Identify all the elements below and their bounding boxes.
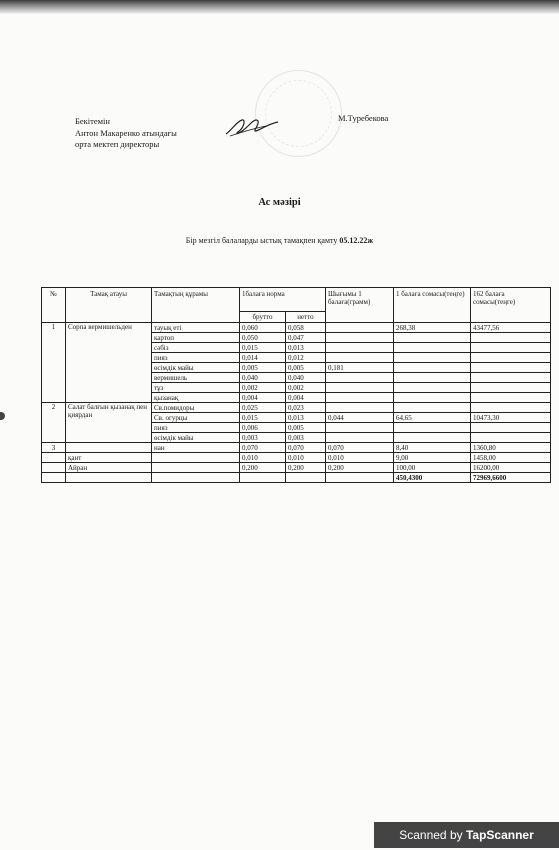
cell-netto: 0,013 [286, 413, 326, 423]
cell-brutto: 0,040 [240, 373, 286, 383]
menu-table [41, 287, 551, 483]
total-empty-cell [240, 473, 286, 483]
header-num: № [42, 288, 66, 323]
scanner-watermark [374, 822, 559, 848]
cell-netto: 0,002 [286, 383, 326, 393]
table-row [42, 323, 551, 333]
cell-brutto: 0,060 [240, 323, 286, 333]
cell-price1: 268,38 [394, 323, 471, 333]
cell-price1: 64,65 [394, 413, 471, 423]
document-subtitle [0, 236, 559, 245]
header-price162: 162 балаға сомасы(теңге) [471, 288, 551, 323]
cell-ingredient: тұз [152, 383, 240, 393]
cell-price1 [394, 373, 471, 383]
cell-num [42, 453, 66, 463]
cell-ingredient: нан [152, 443, 240, 453]
cell-brutto: 0,014 [240, 353, 286, 363]
scan-edge-shadow [0, 0, 559, 14]
cell-price162: 1458,00 [471, 453, 551, 463]
cell-price162: 43477,56 [471, 323, 551, 333]
cell-price162 [471, 423, 551, 433]
cell-netto: 0,012 [286, 353, 326, 363]
cell-netto: 0,070 [286, 443, 326, 453]
cell-brutto: 0,003 [240, 433, 286, 443]
cell-yield [326, 343, 394, 353]
cell-brutto: 0,004 [240, 393, 286, 403]
cell-netto: 0,047 [286, 333, 326, 343]
cell-num: 1 [42, 323, 66, 403]
total-empty-cell [42, 473, 66, 483]
cell-price162: 1360,80 [471, 443, 551, 453]
table-total-row [42, 473, 551, 483]
cell-yield: 0,010 [326, 453, 394, 463]
table-row [42, 443, 551, 453]
cell-brutto: 0,006 [240, 423, 286, 433]
cell-price1 [394, 403, 471, 413]
scan-edge-mark [0, 412, 5, 420]
cell-yield [326, 433, 394, 443]
cell-ingredient: вермишель [152, 373, 240, 383]
approval-block [75, 116, 177, 151]
cell-brutto: 0,010 [240, 453, 286, 463]
header-netto: нетто [286, 312, 326, 323]
header-brutto: брутто [240, 312, 286, 323]
total-price162: 72969,6600 [471, 473, 551, 483]
header-price1: 1 балаға сомасы(теңге) [394, 288, 471, 323]
cell-price1: 9,00 [394, 453, 471, 463]
cell-price162 [471, 333, 551, 343]
cell-price1 [394, 353, 471, 363]
cell-ingredient: Св. огурцы [152, 413, 240, 423]
cell-brutto: 0,005 [240, 363, 286, 373]
cell-price1 [394, 343, 471, 353]
total-empty-cell [66, 473, 152, 483]
cell-ingredient: пияз [152, 423, 240, 433]
cell-yield [326, 323, 394, 333]
cell-netto: 0,003 [286, 433, 326, 443]
cell-yield: 0,044 [326, 413, 394, 423]
total-empty-cell [152, 473, 240, 483]
cell-netto: 0,058 [286, 323, 326, 333]
cell-brutto: 0,070 [240, 443, 286, 453]
cell-ingredient: өсімдік майы [152, 433, 240, 443]
table-row [42, 403, 551, 413]
cell-price162: 16200,00 [471, 463, 551, 473]
cell-ingredient: тауық еті [152, 323, 240, 333]
cell-brutto: 0,015 [240, 413, 286, 423]
table-row [42, 453, 551, 463]
cell-ingredient: пияз [152, 353, 240, 363]
cell-price162 [471, 363, 551, 373]
cell-num: 3 [42, 443, 66, 453]
cell-yield [326, 373, 394, 383]
cell-netto: 0,005 [286, 423, 326, 433]
cell-price162 [471, 373, 551, 383]
approval-line-1: Бекітемін [75, 116, 110, 126]
cell-yield [326, 423, 394, 433]
cell-yield [326, 333, 394, 343]
header-composition: Тамақтың құрамы [152, 288, 240, 323]
cell-name: Айран [66, 463, 152, 473]
cell-price162 [471, 383, 551, 393]
cell-brutto: 0,050 [240, 333, 286, 343]
cell-price1: 8,40 [394, 443, 471, 453]
cell-name [66, 443, 152, 453]
cell-ingredient: Св.помидоры [152, 403, 240, 413]
cell-brutto: 0,002 [240, 383, 286, 393]
cell-price162 [471, 353, 551, 363]
cell-num [42, 463, 66, 473]
cell-yield [326, 383, 394, 393]
cell-price1 [394, 433, 471, 443]
header-name: Тамақ атауы [66, 288, 152, 323]
total-empty-cell [286, 473, 326, 483]
total-price1: 450,4300 [394, 473, 471, 483]
cell-price1 [394, 333, 471, 343]
approval-line-3: орта мектеп директоры [75, 139, 160, 149]
cell-yield: 0,070 [326, 443, 394, 453]
cell-netto: 0,040 [286, 373, 326, 383]
scanner-brand: TapScanner [465, 828, 534, 842]
cell-price1: 100,00 [394, 463, 471, 473]
cell-price1 [394, 423, 471, 433]
cell-price162 [471, 393, 551, 403]
signature [222, 112, 282, 140]
cell-price162 [471, 403, 551, 413]
cell-netto: 0,013 [286, 343, 326, 353]
cell-ingredient: өсімдік майы [152, 363, 240, 373]
cell-ingredient [152, 463, 240, 473]
cell-price162 [471, 343, 551, 353]
cell-netto: 0,004 [286, 393, 326, 403]
cell-netto: 0,010 [286, 453, 326, 463]
cell-ingredient: сәбіз [152, 343, 240, 353]
cell-price1 [394, 363, 471, 373]
table-header-row [42, 288, 551, 312]
header-yield: Шығымы 1 балаға(грамм) [326, 288, 394, 323]
scanner-prefix: Scanned by [399, 828, 466, 842]
cell-num: 2 [42, 403, 66, 443]
header-norm: 1балаға норма [240, 288, 326, 312]
cell-netto: 0,005 [286, 363, 326, 373]
cell-ingredient: картоп [152, 333, 240, 343]
cell-name: Сорпа вермишельден [66, 323, 152, 403]
cell-brutto: 0,200 [240, 463, 286, 473]
subtitle-date: 05.12.22ж [339, 236, 374, 245]
table-row [42, 463, 551, 473]
cell-yield [326, 353, 394, 363]
cell-brutto: 0,015 [240, 343, 286, 353]
cell-name: Салат балғын қызанақ пен қиярдан [66, 403, 152, 443]
cell-price162: 10473,30 [471, 413, 551, 423]
cell-ingredient: қызанақ [152, 393, 240, 403]
cell-price1 [394, 393, 471, 403]
cell-price162 [471, 433, 551, 443]
director-name: М.Туребекова [338, 113, 389, 123]
cell-ingredient [152, 453, 240, 463]
cell-price1 [394, 383, 471, 393]
cell-yield: 0,200 [326, 463, 394, 473]
cell-name: қант [66, 453, 152, 463]
cell-yield [326, 393, 394, 403]
cell-netto: 0,023 [286, 403, 326, 413]
approval-line-2: Антон Макаренко атындағы [75, 127, 177, 138]
cell-brutto: 0,025 [240, 403, 286, 413]
cell-yield [326, 403, 394, 413]
total-empty-cell [326, 473, 394, 483]
cell-yield: 0,181 [326, 363, 394, 373]
document-title: Ас мәзірі [258, 197, 301, 208]
cell-netto: 0,200 [286, 463, 326, 473]
subtitle-text: Бір мезгіл балаларды ыстық тамақпен қамту [185, 236, 340, 245]
